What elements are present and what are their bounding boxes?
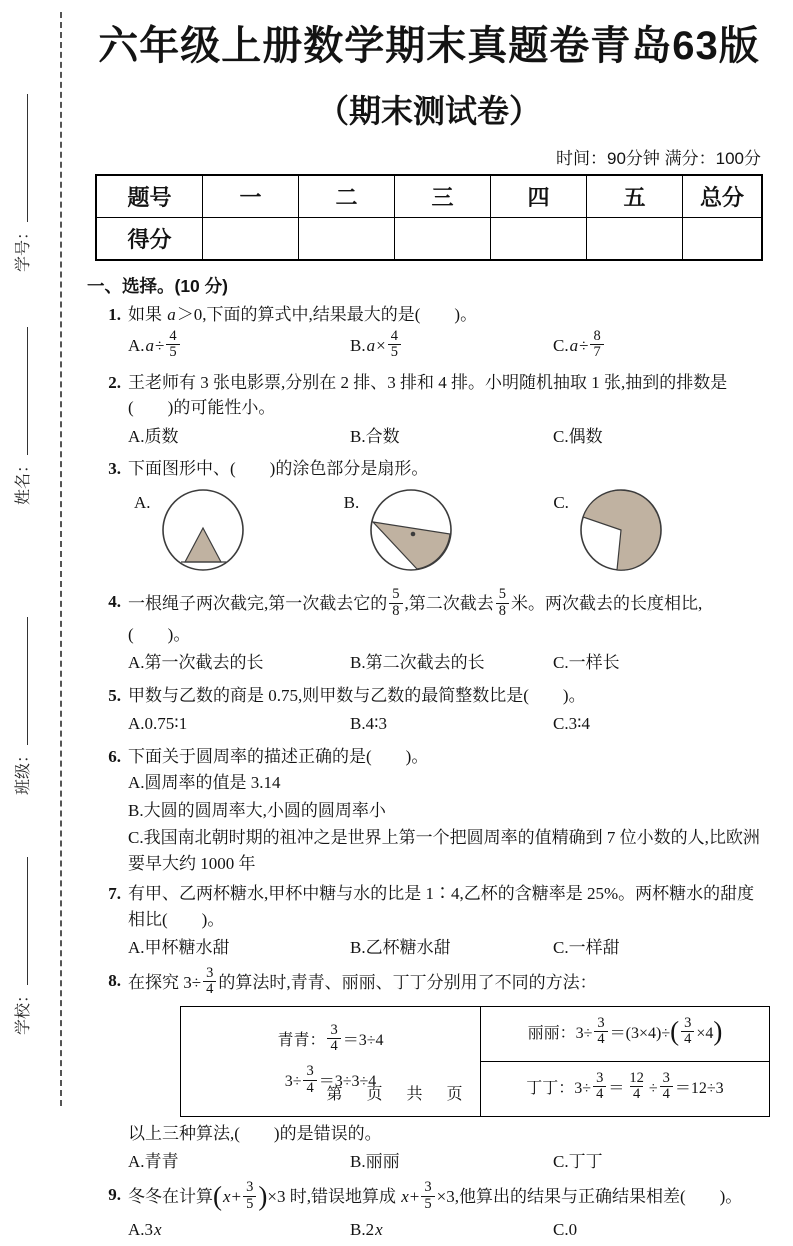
- student-name-blank: [11, 327, 28, 455]
- circle-chord-triangle-figure: [365, 486, 457, 574]
- option-group: [128, 649, 763, 677]
- option-group: [128, 1148, 763, 1176]
- fraction: $\frac{3}{5}$: [243, 1180, 256, 1212]
- question-stem: 一根绳子两次截完,第一次截去它的 $\frac{5}{8}$ ,第二次截去 $\frac{5}{8}$ 米。两次截去的长度相比,( )。: [128, 586, 703, 644]
- math-variable: x: [401, 1187, 409, 1206]
- option-A: A.第一次截去的长: [128, 653, 264, 673]
- score-empty-cell: [203, 218, 299, 261]
- option-C: C.一样长: [553, 653, 620, 673]
- question-stem: 如果 a＞0,下面的算式中,结果最大的是( )。: [128, 305, 478, 324]
- option-C: C.一样甜: [553, 938, 620, 958]
- figure-graphic: [575, 486, 667, 582]
- option-C: C.a÷ $\frac{8}{7}$: [553, 330, 763, 364]
- score-table-header-row: [96, 175, 762, 218]
- figure-label: B.: [343, 492, 360, 512]
- question-body: [128, 683, 763, 740]
- question-number: 7.: [108, 884, 121, 904]
- method-cell-dingding: 丁丁：3÷ $\frac{3}{4}$ ＝ $\frac{12}{4}$ ÷ $\frac{3}{4}$ ＝12÷3: [481, 1061, 769, 1116]
- question-number: 3.: [108, 459, 121, 479]
- option-B: B.4∶3: [350, 714, 388, 734]
- fraction: $\frac{3}{4}$: [203, 966, 216, 998]
- method-line: 青青： $\frac{3}{4}$ ＝3÷4: [277, 1021, 384, 1055]
- option-C: C.丁丁: [553, 1152, 603, 1172]
- option-B: B.乙杯糖水甜: [350, 938, 451, 958]
- math-variable: x: [375, 1220, 383, 1240]
- question-6: [95, 744, 763, 878]
- option-A: A.a÷ $\frac{4}{5}$: [128, 330, 350, 364]
- fraction: $\frac{3}{4}$: [660, 1071, 673, 1103]
- question-followup: 以上三种算法,( )的是错误的。: [128, 1123, 382, 1143]
- school-label: 学校：: [15, 986, 32, 1035]
- question-body: [128, 881, 763, 964]
- big-paren: (: [213, 1180, 222, 1211]
- question-body: [128, 744, 763, 878]
- question-stem: 冬冬在计算(x+ $\frac{3}{5}$ )×3 时,错误地算成 x+ $\frac{3}{5}$ ×3,他算出的结果与正确结果相差( )。: [128, 1178, 743, 1212]
- math-variable: a: [145, 335, 155, 355]
- option-C: C.我国南北朝时期的祖冲之是世界上第一个把圆周率的值精确到 7 位小数的人,比欧洲要早大约 1000 年: [128, 828, 760, 873]
- figure-option-A: [134, 486, 344, 582]
- question-body: [128, 586, 763, 678]
- fold-dashed-line: [60, 12, 62, 1106]
- page-subtitle: （期末测试卷）: [316, 93, 541, 129]
- score-table-section-cell: 四: [491, 175, 587, 218]
- question-stem: 甲数与乙数的商是 0.75,则甲数与乙数的最简整数比是( )。: [128, 685, 586, 705]
- figure-graphic: [365, 486, 457, 582]
- fraction: $\frac{3}{4}$: [681, 1016, 694, 1048]
- question-body: [128, 456, 763, 585]
- question-number: 5.: [108, 685, 121, 705]
- question-number: 9.: [108, 1184, 121, 1204]
- question-9: [95, 1178, 763, 1246]
- circle-triangle-figure: [157, 486, 249, 574]
- student-number-label: 学号：: [15, 223, 32, 272]
- question-4: [95, 586, 763, 678]
- big-paren: (: [670, 1016, 680, 1047]
- option-group: [128, 423, 763, 451]
- option-B: B.2x: [350, 1220, 383, 1240]
- big-paren: ): [258, 1180, 268, 1211]
- score-table-section-cell: 一: [203, 175, 299, 218]
- fraction: $\frac{8}{7}$: [590, 329, 603, 361]
- score-empty-cell: [587, 218, 683, 261]
- math-variable: a: [569, 335, 579, 355]
- score-table-score-row: [96, 218, 762, 261]
- fraction: $\frac{4}{5}$: [166, 329, 179, 361]
- question-stem: 下面图形中、( )的涂色部分是扇形。: [128, 459, 429, 479]
- option-A: A.质数: [128, 426, 179, 446]
- method-cell-lili: 丽丽：3÷ $\frac{3}{4}$ ＝(3×4)÷ ( $\frac{3}{4}$ ×4 ): [527, 1014, 723, 1048]
- question-list: [95, 302, 763, 1246]
- class-blank: [11, 617, 28, 745]
- question-body: [128, 370, 763, 453]
- class-label: 班级：: [15, 746, 32, 795]
- figure-row: [134, 486, 763, 582]
- option-group: [128, 710, 763, 738]
- method-line: 3÷ $\frac{3}{4}$ ＝3÷3÷4: [284, 1062, 377, 1096]
- question-stem: 王老师有 3 张电影票,分别在 2 排、3 排和 4 排。小明随机抽取 1 张,抽到的排数是( )的可能性小。: [128, 372, 728, 418]
- student-name-label: 姓名：: [15, 456, 32, 505]
- score-table-section-cell: 五: [587, 175, 683, 218]
- fraction: $\frac{3}{4}$: [594, 1016, 607, 1048]
- score-table-section-cell: 二: [299, 175, 395, 218]
- page-title: 六年级上册数学期末真题卷青岛63版: [98, 24, 760, 68]
- question-stem: 在探究 3÷ $\frac{3}{4}$ 的算法时,青青、丽丽、丁丁分别用了不同的方法：: [128, 964, 597, 998]
- option-A: A.3x: [128, 1220, 162, 1240]
- question-number: 2.: [108, 372, 121, 392]
- score-table-section-cell: 总分: [683, 175, 763, 218]
- big-paren: ): [713, 1016, 723, 1047]
- option-B: B.大圆的圆周率大,小圆的圆周率小: [128, 800, 386, 820]
- score-table-section-cell: 三: [395, 175, 491, 218]
- figure-graphic: [157, 486, 249, 582]
- option-C: C.3∶4: [553, 714, 591, 734]
- student-number-field: [10, 94, 33, 272]
- fraction: $\frac{3}{5}$: [421, 1180, 434, 1212]
- score-empty-cell: [491, 218, 587, 261]
- option-B: B.合数: [350, 426, 400, 446]
- math-variable: a: [167, 305, 176, 324]
- option-group: [128, 327, 763, 364]
- question-body: [128, 302, 763, 366]
- question-3: [95, 456, 763, 585]
- student-number-blank: [11, 94, 28, 222]
- figure-option-B: [344, 486, 554, 582]
- fraction: $\frac{5}{8}$: [496, 587, 509, 619]
- option-group: [128, 1216, 763, 1244]
- fraction: $\frac{3}{4}$: [593, 1071, 606, 1103]
- question-5: [95, 683, 763, 740]
- figure-label: A.: [134, 492, 151, 512]
- math-variable: a: [366, 335, 376, 355]
- question-body: [128, 1178, 763, 1246]
- question-stem: 有甲、乙两杯糖水,甲杯中糖与水的比是 1∶4,乙杯的含糖率是 25%。两杯糖水的甜度相比( )。: [128, 884, 755, 929]
- figure-label: C.: [553, 492, 569, 512]
- page-footer: 第 页 共 页: [326, 1086, 467, 1103]
- fraction: $\frac{5}{8}$: [389, 587, 402, 619]
- question-number: 4.: [108, 592, 121, 612]
- math-variable: x: [154, 1220, 162, 1240]
- option-group: [128, 769, 763, 877]
- score-row-label-cell: 得分: [96, 218, 203, 261]
- question-7: [95, 881, 763, 964]
- option-B: B.第二次截去的长: [350, 653, 485, 673]
- option-group: [128, 934, 763, 962]
- question-number: 6.: [108, 746, 121, 766]
- circle-major-sector-figure: [575, 486, 667, 574]
- score-empty-cell: [683, 218, 763, 261]
- option-C: C.偶数: [553, 426, 603, 446]
- question-8: [95, 964, 763, 1178]
- school-field: [10, 857, 33, 1035]
- option-A: A.圆周率的值是 3.14: [128, 773, 281, 793]
- option-B: B.丽丽: [350, 1152, 400, 1172]
- fraction: $\frac{12}{4}$: [629, 1069, 644, 1103]
- exam-content: [87, 0, 763, 1246]
- option-C: C.0: [553, 1220, 578, 1240]
- option-B: B.a× $\frac{4}{5}$: [350, 330, 553, 364]
- score-table-label-cell: 题号: [96, 175, 203, 218]
- question-2: [95, 370, 763, 453]
- student-name-field: [10, 327, 33, 505]
- fraction: $\frac{3}{4}$: [303, 1064, 316, 1096]
- option-A: A.青青: [128, 1152, 179, 1172]
- score-empty-cell: [395, 218, 491, 261]
- question-number: 1.: [108, 305, 121, 324]
- question-stem: 下面关于圆周率的描述正确的是( )。: [128, 746, 429, 766]
- score-table: [95, 174, 763, 261]
- option-A: A.甲杯糖水甜: [128, 938, 230, 958]
- exam-time-score-info: 时间：90分钟 满分：100分: [556, 149, 761, 168]
- score-empty-cell: [299, 218, 395, 261]
- option-A: A.0.75∶1: [128, 714, 188, 734]
- question-1: [95, 302, 763, 366]
- fraction: $\frac{4}{5}$: [388, 329, 401, 361]
- math-variable: x: [223, 1187, 231, 1206]
- section-title: 一、选择。(10 分): [87, 276, 228, 296]
- question-body: [128, 964, 763, 1178]
- question-number: 8.: [108, 970, 121, 990]
- fraction: $\frac{3}{4}$: [327, 1023, 340, 1055]
- figure-option-C: [553, 486, 763, 582]
- school-blank: [11, 857, 28, 985]
- class-field: [10, 617, 33, 795]
